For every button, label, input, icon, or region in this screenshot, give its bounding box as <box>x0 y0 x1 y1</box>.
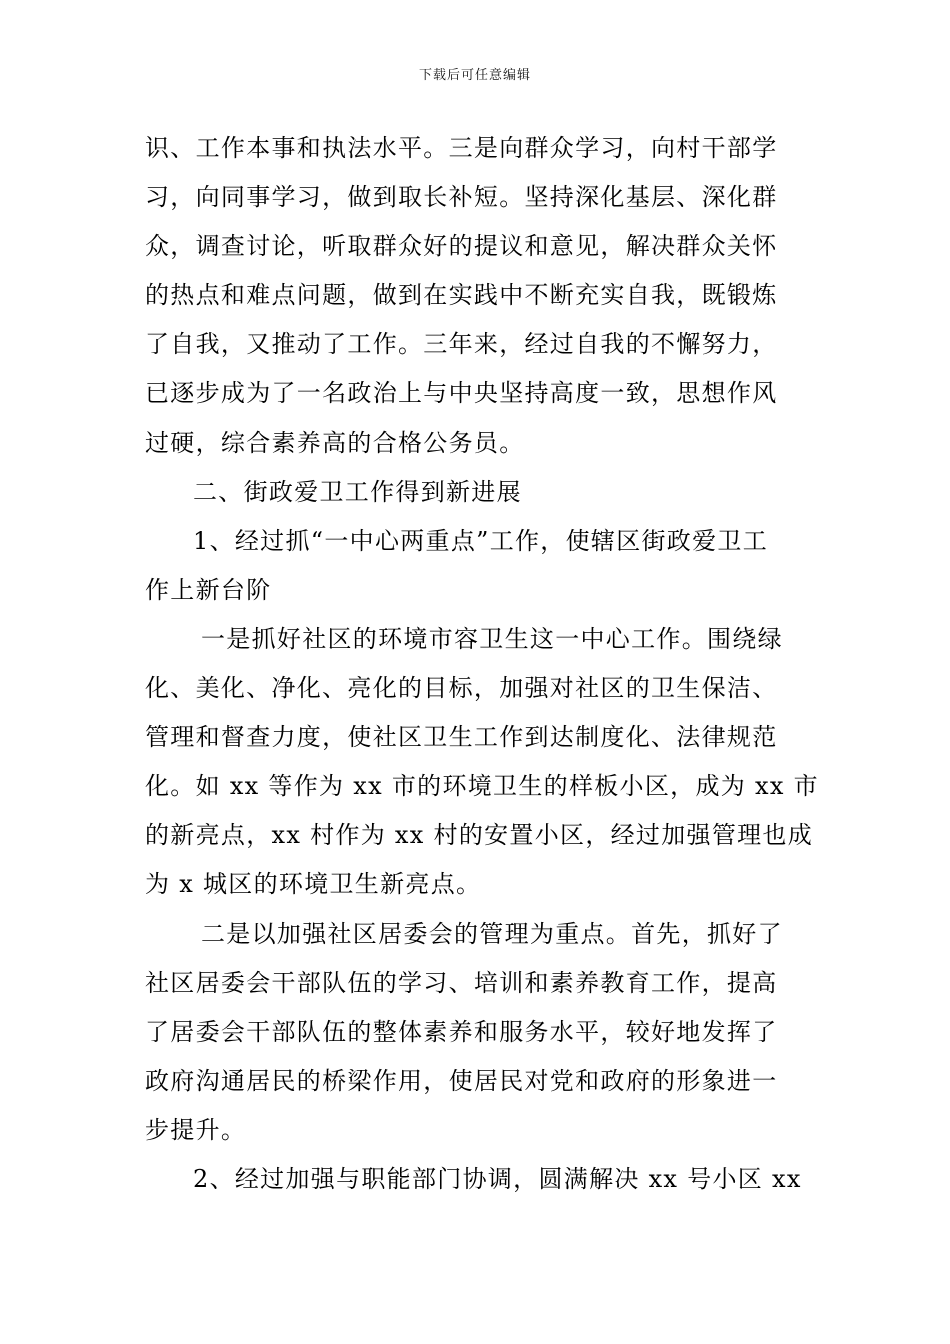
text-line: 化。如 xx 等作为 xx 市的环境卫生的样板小区，成为 xx 市 <box>145 772 819 801</box>
text-line: 的新亮点，xx 村作为 xx 村的安置小区，经过加强管理也成 <box>145 821 814 850</box>
text-line: 了居委会干部队伍的整体素养和服务水平，较好地发挥了 <box>145 1017 778 1046</box>
text-line: 的热点和难点问题，做到在实践中不断充实自我，既锻炼 <box>145 281 778 310</box>
text-line: 众，调查讨论，听取群众好的提议和意见，解决群众关怀 <box>145 232 778 261</box>
text-line: 习，向同事学习，做到取长补短。坚持深化基层、深化群 <box>145 183 778 212</box>
text-line: 政府沟通居民的桥梁作用，使居民对党和政府的形象进一 <box>145 1066 778 1095</box>
document-body <box>145 124 819 1204</box>
page-header: 下载后可任意编辑 <box>418 68 531 83</box>
text-line: 为 x 城区的环境卫生新亮点。 <box>145 870 482 899</box>
text-line: 作上新台阶 <box>145 575 272 604</box>
text-line: 化、美化、净化、亮化的目标，加强对社区的卫生保洁、 <box>145 674 778 703</box>
text-line: 步提升。 <box>145 1115 247 1144</box>
subsection-heading: 2、经过加强与职能部门协调，圆满解决 xx 号小区 xx <box>193 1164 802 1193</box>
section-heading: 二、街政爱卫工作得到新进展 <box>193 477 522 506</box>
text-line: 过硬，综合素养高的合格公务员。 <box>145 428 525 457</box>
text-line: 识、工作本事和执法水平。三是向群众学习，向村干部学 <box>145 134 778 162</box>
text-line: 社区居委会干部队伍的学习、培训和素养教育工作，提高 <box>145 968 778 997</box>
text-line: 已逐步成为了一名政治上与中央坚持高度一致，思想作风 <box>145 379 778 408</box>
text-line: 管理和督查力度，使社区卫生工作到达制度化、法律规范 <box>145 723 778 752</box>
paragraph-start: 一是抓好社区的环境市容卫生这一中心工作。围绕绿 <box>201 624 783 653</box>
text-line: 了自我，又推动了工作。三年来，经过自我的不懈努力， <box>145 330 778 359</box>
subsection-heading: 1、经过抓“一中心两重点”工作，使辖区街政爱卫工 <box>193 526 769 555</box>
paragraph-start: 二是以加强社区居委会的管理为重点。首先，抓好了 <box>201 919 783 948</box>
